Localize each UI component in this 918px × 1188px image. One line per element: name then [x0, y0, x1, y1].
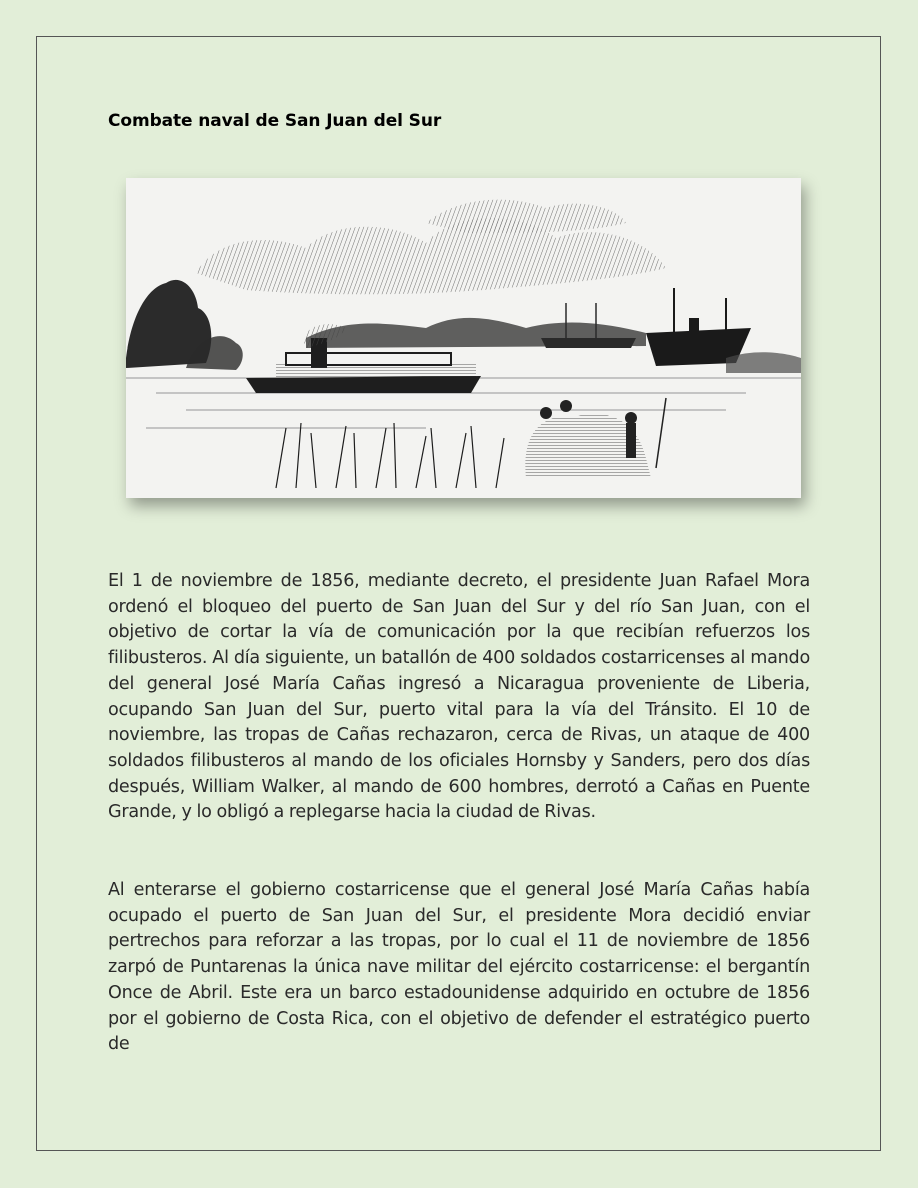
- paragraph-1: El 1 de noviembre de 1856, mediante decreto, el presidente Juan Rafael Mora ordenó el bloqueo del puerto de San Juan del Sur y del río San Juan, con el objetivo de cortar la vía de comunicación por la que recibían refuerzos los filibusteros. Al día siguiente, un batallón de 400 soldados costarricenses al mando del general José María Cañas ingresó a Nicaragua proveniente de Liberia, ocupando San Juan del Sur, puerto vital para la vía del Tránsito. El 10 de noviembre, las tropas de Cañas rechazaron, cerca de Rivas, un ataque de 400 soldados filibusteros al mando de los oficiales Hornsby y Sanders, pero dos días después, William Walker, al mando de 600 hombres, derrotó a Cañas en Puente Grande, y lo obligó a replegarse hacia la ciudad de Rivas.: [108, 571, 810, 823]
- right-shore: [726, 352, 801, 373]
- paragraph-2: Al enterarse el gobierno costarricense que el general José María Cañas había ocupado el puerto de San Juan del Sur, el presidente Mora decidió enviar pertrechos para reforzar a las tropas, por lo cual el 11 de noviembre de 1856 zarpó de Puntarenas la única nave militar del ejército costarricense: el bergantín Once de Abril. Este era un barco estadounidense adquirido en octubre de 1856 por el gobierno de Costa Rica, con el objetivo de defender el estratégico puerto de: [108, 880, 810, 1055]
- engraving-image: [126, 178, 801, 498]
- page-title: Combate naval de San Juan del Sur: [108, 111, 442, 131]
